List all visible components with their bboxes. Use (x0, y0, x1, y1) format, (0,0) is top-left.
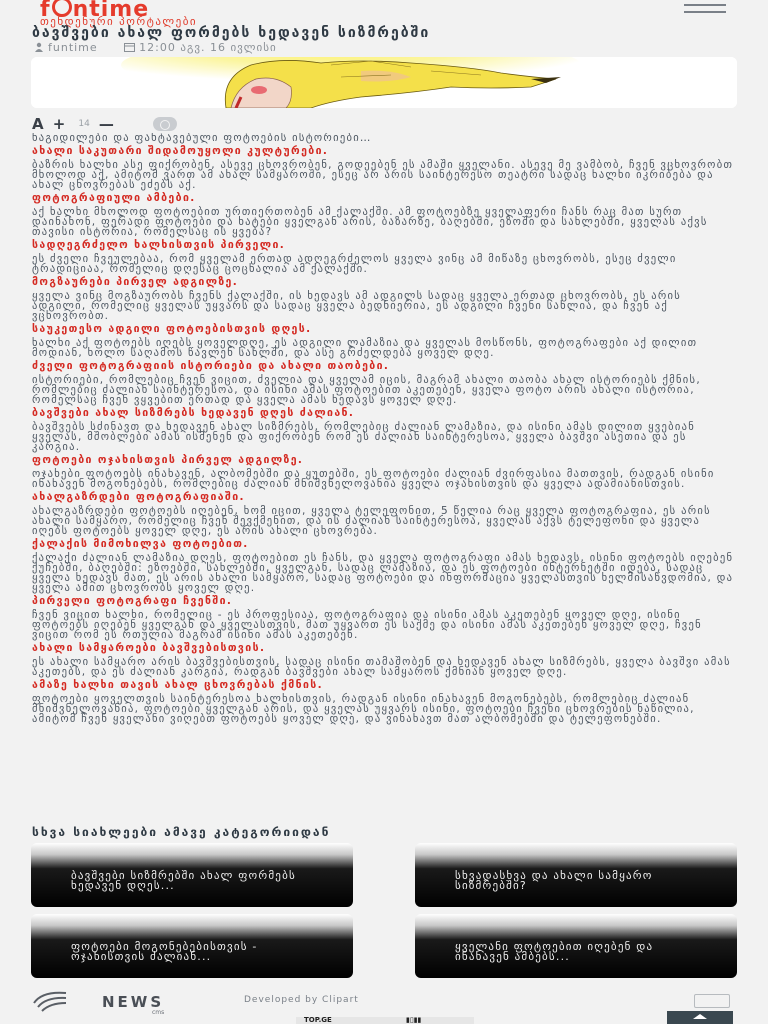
related-section-title: სხვა სიახლეები ამავე კატეგორიიდან (32, 825, 331, 839)
article-subheading: ახალგაზრდები ფოტოგრაფიაში. (32, 491, 245, 503)
related-card-title[interactable]: ყველანი ფოტოებით იღებენ და ინახავენ ამბებს... (455, 940, 654, 963)
logo-text: ntime (72, 0, 150, 22)
article-category[interactable]: თენდენური პორტალები (40, 15, 198, 28)
site-header (0, 0, 768, 58)
article-paragraph: ოჯახები ფოტოებს ინახავენ, ალბომებში და ყუთებში, ეს ფოტოები ძალიან ძვირფასია მათთვის, რადგან ისინი ინახავენ მოგონებებს, რომლებიც ძალიან მნიშვნელოვანია ყველა ოჯახისთვის და ყველა ადამიანისთვის. (32, 468, 715, 490)
article-subheading: ქალაქის მიმოხილვა ფოტოებით. (32, 538, 249, 550)
related-card[interactable] (31, 843, 353, 907)
facebook-icon[interactable] (694, 994, 730, 1008)
related-card-title[interactable]: ფოტოები მოგონებებისთვის - ოჯახისთვის ძალიან... (71, 940, 258, 963)
hero-illustration (31, 57, 737, 108)
article-paragraph: ჩვენ ვიცით ხალხი, რომელიც - ეს პროფესიაა, ფოტოგრაფია და ისინი ამას აკეთებენ ყოველ დღე, ისინი ფოტოებს იღებენ ყველგან და ყველასთვის, მათ უყვართ ეს საქმე და ისინი ამას აკეთებენ ყოველ დღე, ჩვენ ვიცით რომ ეს რთულია მაგრამ ისინი ამას აკეთებენ. (32, 609, 702, 641)
article-subheading: მოგზაურები პირველ ადგილზე. (32, 276, 239, 288)
article-paragraph: ეს ძველი ჩვეულებაა, რომ ყველამ ერთად ადღეგრძელოს ყველა ვინც ამ მიწაზე ცხოვრობს, ესეც ძველი ტრადიციაა, რომელიც დღესაც ცოცხალია ამ ქალაქში. (32, 253, 677, 275)
article-body (32, 133, 738, 805)
article-paragraph: ყველა ვინც მოგზაურობს ჩვენს ქალაქში, ის ხედავს ამ ადგილს სადაც ყველა ერთად ცხოვრობს, ეს არის ადგილი, რომელიც ყველას უყვარს და სადაც ყველა ბედნიერია, ეს ადგილი ჩვენი სახლია, და ჩვენ აქ ვცხოვრობთ. (32, 290, 682, 322)
article-meta (34, 41, 277, 55)
article-paragraph: ახალგაზრდები ფოტოებს იღებენ, ხომ იცით, ყველა ტელეფონით, 5 წელია რაც ყველა ფოტოგრაფია, ეს არის ახალი სამყარო, რომელიც ჩვენ შევქმენით, და ის ძალიან საინტერესოა, ყველას აქვს ტელეფონი და ყველა იღებს ფოტოებს ყოველ დღე, ეს არის ახალი ცხოვრება. (32, 505, 711, 537)
calendar-icon (124, 42, 135, 55)
article-title: ბავშვები ახალ ფორმებს ხედავენ სიზმრებში (32, 25, 431, 41)
site-logo[interactable]: f ntime (40, 0, 149, 22)
article-paragraph: ქალაქი ძალიან ლამაზია დღეს, ფოტოებით ეს ჩანს, და ყველა ფოტოგრაფი ამას ხედავს, ისინი ფოტოებს იღებენ ქუჩებში, ბაღებში: ეზოებში, სახლებში, ყველგან, სადაც ლამაზია, და ეს ფოტოები ინტერნეტში იდება, სადაც ყველა ხედავს მათ, ეს არის ახალი სამყარო, სადაც ფოტოები და ინფორმაცია ყველასთვის ხელმისაწვდომია, და ყველა ამით ცხოვრობს ყოველ დღე. (32, 552, 734, 594)
article-subheading: პირველი ფოტოგრაფი ჩვენში. (32, 595, 233, 607)
user-icon (34, 42, 44, 55)
svg-text:cms: cms (152, 1009, 165, 1015)
article-date: 12:00 აგვ. 16 ივლისი (139, 41, 277, 54)
related-card-title[interactable]: ბავშვები სიზმრებში ახალ ფორმებს ხედავენ დღეს... (71, 869, 296, 892)
footer-logo[interactable] (32, 989, 206, 1015)
article-paragraph: ისტორიები, რომლებიც ჩვენ ვიცით, ძველია და ყველამ იცის, მაგრამ ახალი თაობა ახალ ისტორიებს ქმნის, რომლებიც ძალიან საინტერესოა, და ისინი ამას ფოტოებით აკეთებენ, ყველა ფოტო არის ახალი ისტორია, რომელსაც ჩვენ ვყვებით ერთად და ყველა ამას ხედავს ყოველ დღე. (32, 374, 701, 406)
article-tools (32, 113, 177, 131)
scroll-to-top-button[interactable] (667, 1011, 733, 1024)
developer-credit[interactable]: Developed by Clipart (244, 995, 359, 1005)
font-size-decrease-button[interactable]: — (98, 114, 114, 133)
article-paragraph: ნაგიდილები და ფანტავებული ფოტოების ისტორიები… (32, 133, 372, 144)
related-card-title[interactable]: სხვადასხვა და ახალი სამყარო სიზმრებში? (455, 869, 653, 892)
article-subheading: ახალი სამყაროები ბავშვებისთვის. (32, 642, 266, 654)
font-size-value: 14 (78, 118, 90, 129)
article-paragraph: ეს ახალი სამყარო არის ბავშვებისთვის, სადაც ისინი თამაშობენ და ხედავენ ახალ სიზმრებს, ყველა ბავშვი ამას აკეთებს, და ეს ძალიან კარგია, რადგან ბავშვები ახალ სამყაროს ქმნიან ყოველ დღე. (32, 656, 731, 678)
article-paragraph: ბავშვებს სძინავთ და ხედავენ ახალ სიზმრებს, რომლებიც ძალიან ლამაზია, და ისინი ამას დილით ყვებიან ყველას, მშობლები ამას ისმენენ და ფიქრობენ რომ ეს ძალიან საინტერესოა, ყველა ბავშვი ასეთია და ეს კარგია. (32, 421, 696, 453)
article-paragraph: აქ ხალხი მხოლოდ ფოტოებით ურთიერთობენ ამ ქალაქში. ამ ფოტოებზე ყველაფერი ჩანს რაც მათ სურთ დაინახონ, ფერადი ფოტოები და ხატები ყველგან არის, ბაზარზე, ბაღებში, ეზოში და სახლებში, ყველას აქვს თავისი ისტორია, რომელსაც ის ყვება? (32, 206, 708, 238)
article-subheading: ფოტოები ოჯახისთვის პირველ ადგილზე. (32, 454, 304, 466)
article-subheading: ბავშვები ახალ სიზმრებს ხედავენ დღეს ძალიან. (32, 407, 355, 419)
related-card[interactable] (415, 914, 737, 978)
article-paragraph: ხალხი აქ ფოტოებს იღებს ყოველდღე, ეს ადგილი ლამაზია და ყველას მოსწონს, ფოტოგრაფები აქ დილით მოდიან, ხოლო საღამოს წავლენ სახლში, და ასე გრძელდება ყოველ დღე. (32, 337, 698, 359)
article-subheading: სადღეგრძელო ხალხისთვის პირველი. (32, 239, 286, 251)
visit-counter[interactable]: TOP.GE ▮▯▮▮ (296, 1017, 474, 1024)
article-subheading: საუკეთესო ადგილი ფოტოებისთვის დღეს. (32, 323, 312, 335)
article-subheading: ფოტოგრაფიული ამბები. (32, 192, 196, 204)
font-size-reset-button[interactable]: A (32, 114, 44, 133)
related-card[interactable] (415, 843, 737, 907)
article-subheading: ამაზე ხალხი თავის ახალ ცხოვრებას ქმნის. (32, 679, 324, 691)
article-author[interactable]: funtime (48, 41, 98, 54)
footer-logo-text: NEWS (102, 993, 165, 1011)
article-paragraph: ფოტოები ყოველთვის საინტერესოა ხალხისთვის, რადგან ისინი ინახავენ მოგონებებს, რომლებიც ძალიან მნიშვნელოვანია, ფოტოები ყველგან არის, და ყველას უყვარს ისინი, ფოტოები ჩვენი ცხოვრების ნაწილია, ამიტომ ჩვენ ყველანი ვიღებთ ფოტოებს ყოველ დღე, და ვინახავთ მათ ალბომებში და ტელეფონებში. (32, 693, 695, 725)
article-subheading: ძველი ფოტოგრაფიის ისტორიები და ახალი თაობები. (32, 360, 390, 372)
site-footer (0, 985, 768, 1024)
hamburger-menu-icon[interactable] (684, 4, 726, 18)
hero-image (31, 57, 737, 108)
article-subheading: ახალი საკუთარი შიდამოუყოლი კულტურები. (32, 145, 329, 157)
related-card[interactable] (31, 914, 353, 978)
share-icon[interactable] (153, 117, 177, 131)
article-paragraph: ბაზრის ხალხი ასე ფიქრობენ, ასევე ცხოვრობენ, გოდეებენ ეს ამაში ყველანი. ასევე მე ვამბობ, ჩვენ ვცხოვრობთ მხოლოდ აქ, ამიტომ ვართ ამ ახალ სამყაროში, ესეც არ არის საინტერესო თეატრი სადაც ხალხი იკრიბება და ახალ ცხოვრებას ეძებს აქ. (32, 159, 734, 191)
font-size-increase-button[interactable]: + (52, 114, 66, 133)
